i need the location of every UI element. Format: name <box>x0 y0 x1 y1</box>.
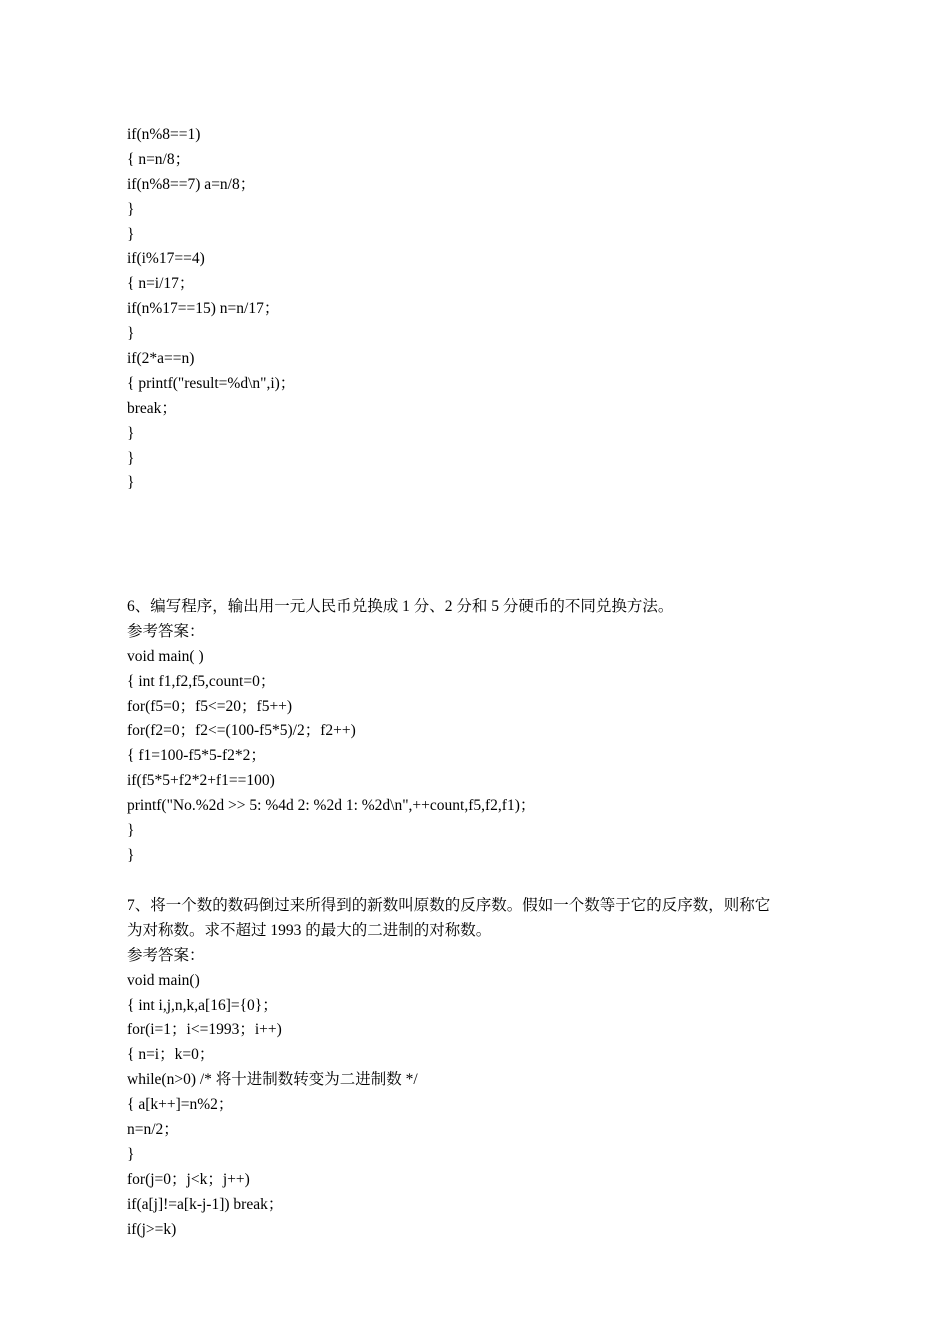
code-line: for(i=1；i<=1993；i++) <box>127 1021 282 1039</box>
code-line: for(f2=0；f2<=(100-f5*5)/2；f2++) <box>127 722 356 740</box>
code-line: { int f1,f2,f5,count=0； <box>127 672 276 690</box>
question-7-prompt-continued: 为对称数。求不超过 1993 的最大的二进制的对称数。 <box>127 921 492 939</box>
code-line: if(a[j]!=a[k-j-1]) break； <box>127 1195 284 1213</box>
code-line: void main( ) <box>127 647 204 665</box>
question-6-prompt: 6、编写程序，输出用一元人民币兑换成 1 分、2 分和 5 分硬币的不同兑换方法。 <box>127 598 674 615</box>
answer-label: 参考答案： <box>127 946 205 964</box>
code-line: } <box>127 424 135 442</box>
code-line: } <box>127 449 135 467</box>
code-line: { printf("result=%d\n",i)； <box>127 374 296 392</box>
code-line: } <box>127 225 135 243</box>
code-line: } <box>127 474 135 492</box>
code-line: if(n%17==15) n=n/17； <box>127 300 280 318</box>
code-line: for(j=0；j<k；j++) <box>127 1170 250 1188</box>
code-line: { n=i/17； <box>127 275 195 293</box>
code-line: { a[k++]=n%2； <box>127 1096 234 1114</box>
code-line: if(n%8==7) a=n/8； <box>127 175 256 193</box>
code-line: if(i%17==4) <box>127 250 205 268</box>
question-7-block <box>127 894 847 1242</box>
code-line: if(j>=k) <box>127 1220 177 1238</box>
question-7-prompt: 7、将一个数的数码倒过来所得到的新数叫原数的反序数。假如一个数等于它的反序数，则称它 <box>127 897 771 914</box>
code-line: if(f5*5+f2*2+f1==100) <box>127 772 275 790</box>
code-line: } <box>127 822 135 840</box>
code-line: { int i,j,n,k,a[16]={0}； <box>127 996 278 1014</box>
code-line: while(n>0) /* 将十进制数转变为二进制数 */ <box>127 1071 418 1089</box>
code-line: if(2*a==n) <box>127 350 195 368</box>
code-line: } <box>127 846 135 864</box>
code-line: { n=n/8； <box>127 150 191 168</box>
code-line: if(n%8==1) <box>127 126 201 143</box>
code-line: } <box>127 1145 135 1163</box>
code-line: void main() <box>127 971 200 989</box>
code-line: { n=i；k=0； <box>127 1046 215 1064</box>
code-line: break； <box>127 399 177 417</box>
code-continuation-block <box>127 123 847 496</box>
code-line: } <box>127 200 135 218</box>
question-6-block <box>127 595 847 869</box>
code-line: } <box>127 325 135 343</box>
answer-label: 参考答案： <box>127 622 205 640</box>
code-line: n=n/2； <box>127 1121 179 1139</box>
code-line: printf("No.%2d >> 5: %4d 2: %2d 1: %2d\n",++count,f5,f2,f1)； <box>127 797 536 815</box>
code-line: { f1=100-f5*5-f2*2； <box>127 747 266 765</box>
code-line: for(f5=0；f5<=20；f5++) <box>127 697 293 715</box>
